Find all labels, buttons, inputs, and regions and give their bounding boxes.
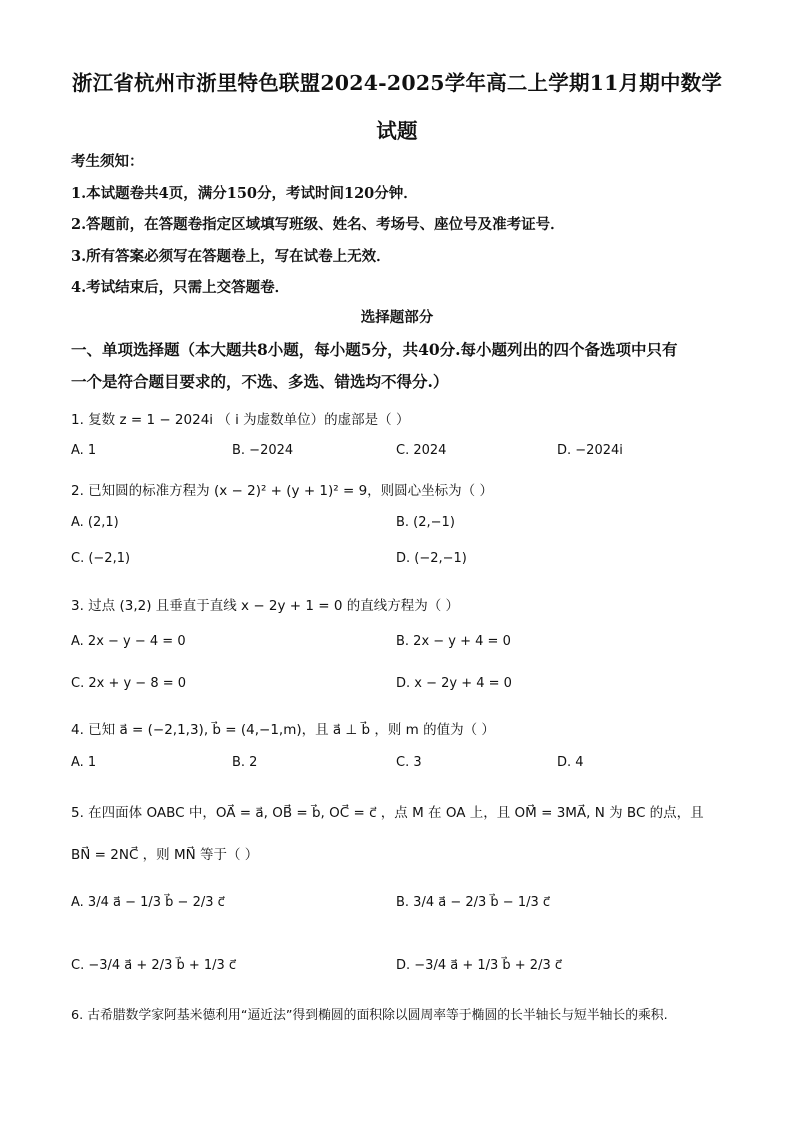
question-2-option-d: D. (−2,−1) xyxy=(396,551,467,566)
question-5-option-c: C. −3/4 a⃗ + 2/3 b⃗ + 1/3 c⃗ xyxy=(71,958,237,973)
question-1-option-d: D. −2024i xyxy=(557,443,623,458)
notice-item-3: 3.所有答案必须写在答题卷上，写在试卷上无效． xyxy=(71,248,391,265)
question-5-stem-line-2: BN⃗ = 2NC⃗ ，则 MN⃗ 等于（ ） xyxy=(71,847,259,863)
question-6-stem: 6. 古希腊数学家阿基米德利用“逼近法”得到椭圆的面积除以圆周率等于椭圆的长半轴长与短半轴长的乘积. xyxy=(71,1008,668,1023)
notice-heading: 考生须知： xyxy=(71,153,144,170)
question-3-option-b: B. 2x − y + 4 = 0 xyxy=(396,634,511,649)
question-5-option-a: A. 3/4 a⃗ − 1/3 b⃗ − 2/3 c⃗ xyxy=(71,895,225,910)
question-4-stem: 4. 已知 a⃗ = (−2,1,3), b⃗ = (4,−1,m)，且 a⃗ ⊥ b⃗ ，则 m 的值为（ ） xyxy=(71,722,495,738)
question-3-option-c: C. 2x + y − 8 = 0 xyxy=(71,676,187,691)
question-4-option-a: A. 1 xyxy=(71,755,97,770)
doc-title-line-2: 试题 xyxy=(376,119,418,143)
question-4-option-b: B. 2 xyxy=(232,755,258,770)
notice-item-4: 4.考试结束后，只需上交答题卷． xyxy=(71,279,290,296)
question-4-option-d: D. 4 xyxy=(557,755,584,770)
question-5-option-d: D. −3/4 a⃗ + 1/3 b⃗ + 2/3 c⃗ xyxy=(396,958,563,973)
question-4-option-c: C. 3 xyxy=(396,755,422,770)
question-2-option-b: B. (2,−1) xyxy=(396,515,455,530)
section-heading-line-2: 一个是符合题目要求的，不选、多选、错选均不得分.） xyxy=(71,372,449,391)
question-2-stem: 2. 已知圆的标准方程为 (x − 2)² + (y + 1)² = 9，则圆心坐标为（ ） xyxy=(71,483,493,499)
question-1-option-c: C. 2024 xyxy=(396,443,447,458)
question-1-stem: 1. 复数 z = 1 − 2024i （ i 为虚数单位）的虚部是（ ） xyxy=(71,412,410,428)
question-2-option-a: A. (2,1) xyxy=(71,515,119,530)
doc-title-line-1: 浙江省杭州市浙里特色联盟2024-2025学年高二上学期11月期中数学 xyxy=(71,71,723,95)
notice-item-1: 1.本试题卷共4页，满分150分，考试时间120分钟． xyxy=(71,185,418,202)
question-5-option-b: B. 3/4 a⃗ − 2/3 b⃗ − 1/3 c⃗ xyxy=(396,895,551,910)
section-heading-line-1: 一、单项选择题（本大题共8小题，每小题5分，共40分.每小题列出的四个备选项中只有 xyxy=(71,340,678,359)
notice-item-2: 2.答题前，在答题卷指定区域填写班级、姓名、考场号、座位号及准考证号． xyxy=(71,216,565,233)
question-3-option-d: D. x − 2y + 4 = 0 xyxy=(396,676,512,691)
question-3-option-a: A. 2x − y − 4 = 0 xyxy=(71,634,186,649)
question-1-option-b: B. −2024 xyxy=(232,443,294,458)
part-label: 选择题部分 xyxy=(360,309,434,326)
question-2-option-c: C. (−2,1) xyxy=(71,551,131,566)
question-5-stem-line-1: 5. 在四面体 OABC 中，OA⃗ = a⃗, OB⃗ = b⃗, OC⃗ = c⃗ ，点 M 在 OA 上，且 OM⃗ = 3MA⃗, N 为 BC 的点，且 xyxy=(71,805,704,821)
question-3-stem: 3. 过点 (3,2) 且垂直于直线 x − 2y + 1 = 0 的直线方程为（ ） xyxy=(71,598,460,614)
question-1-option-a: A. 1 xyxy=(71,443,97,458)
